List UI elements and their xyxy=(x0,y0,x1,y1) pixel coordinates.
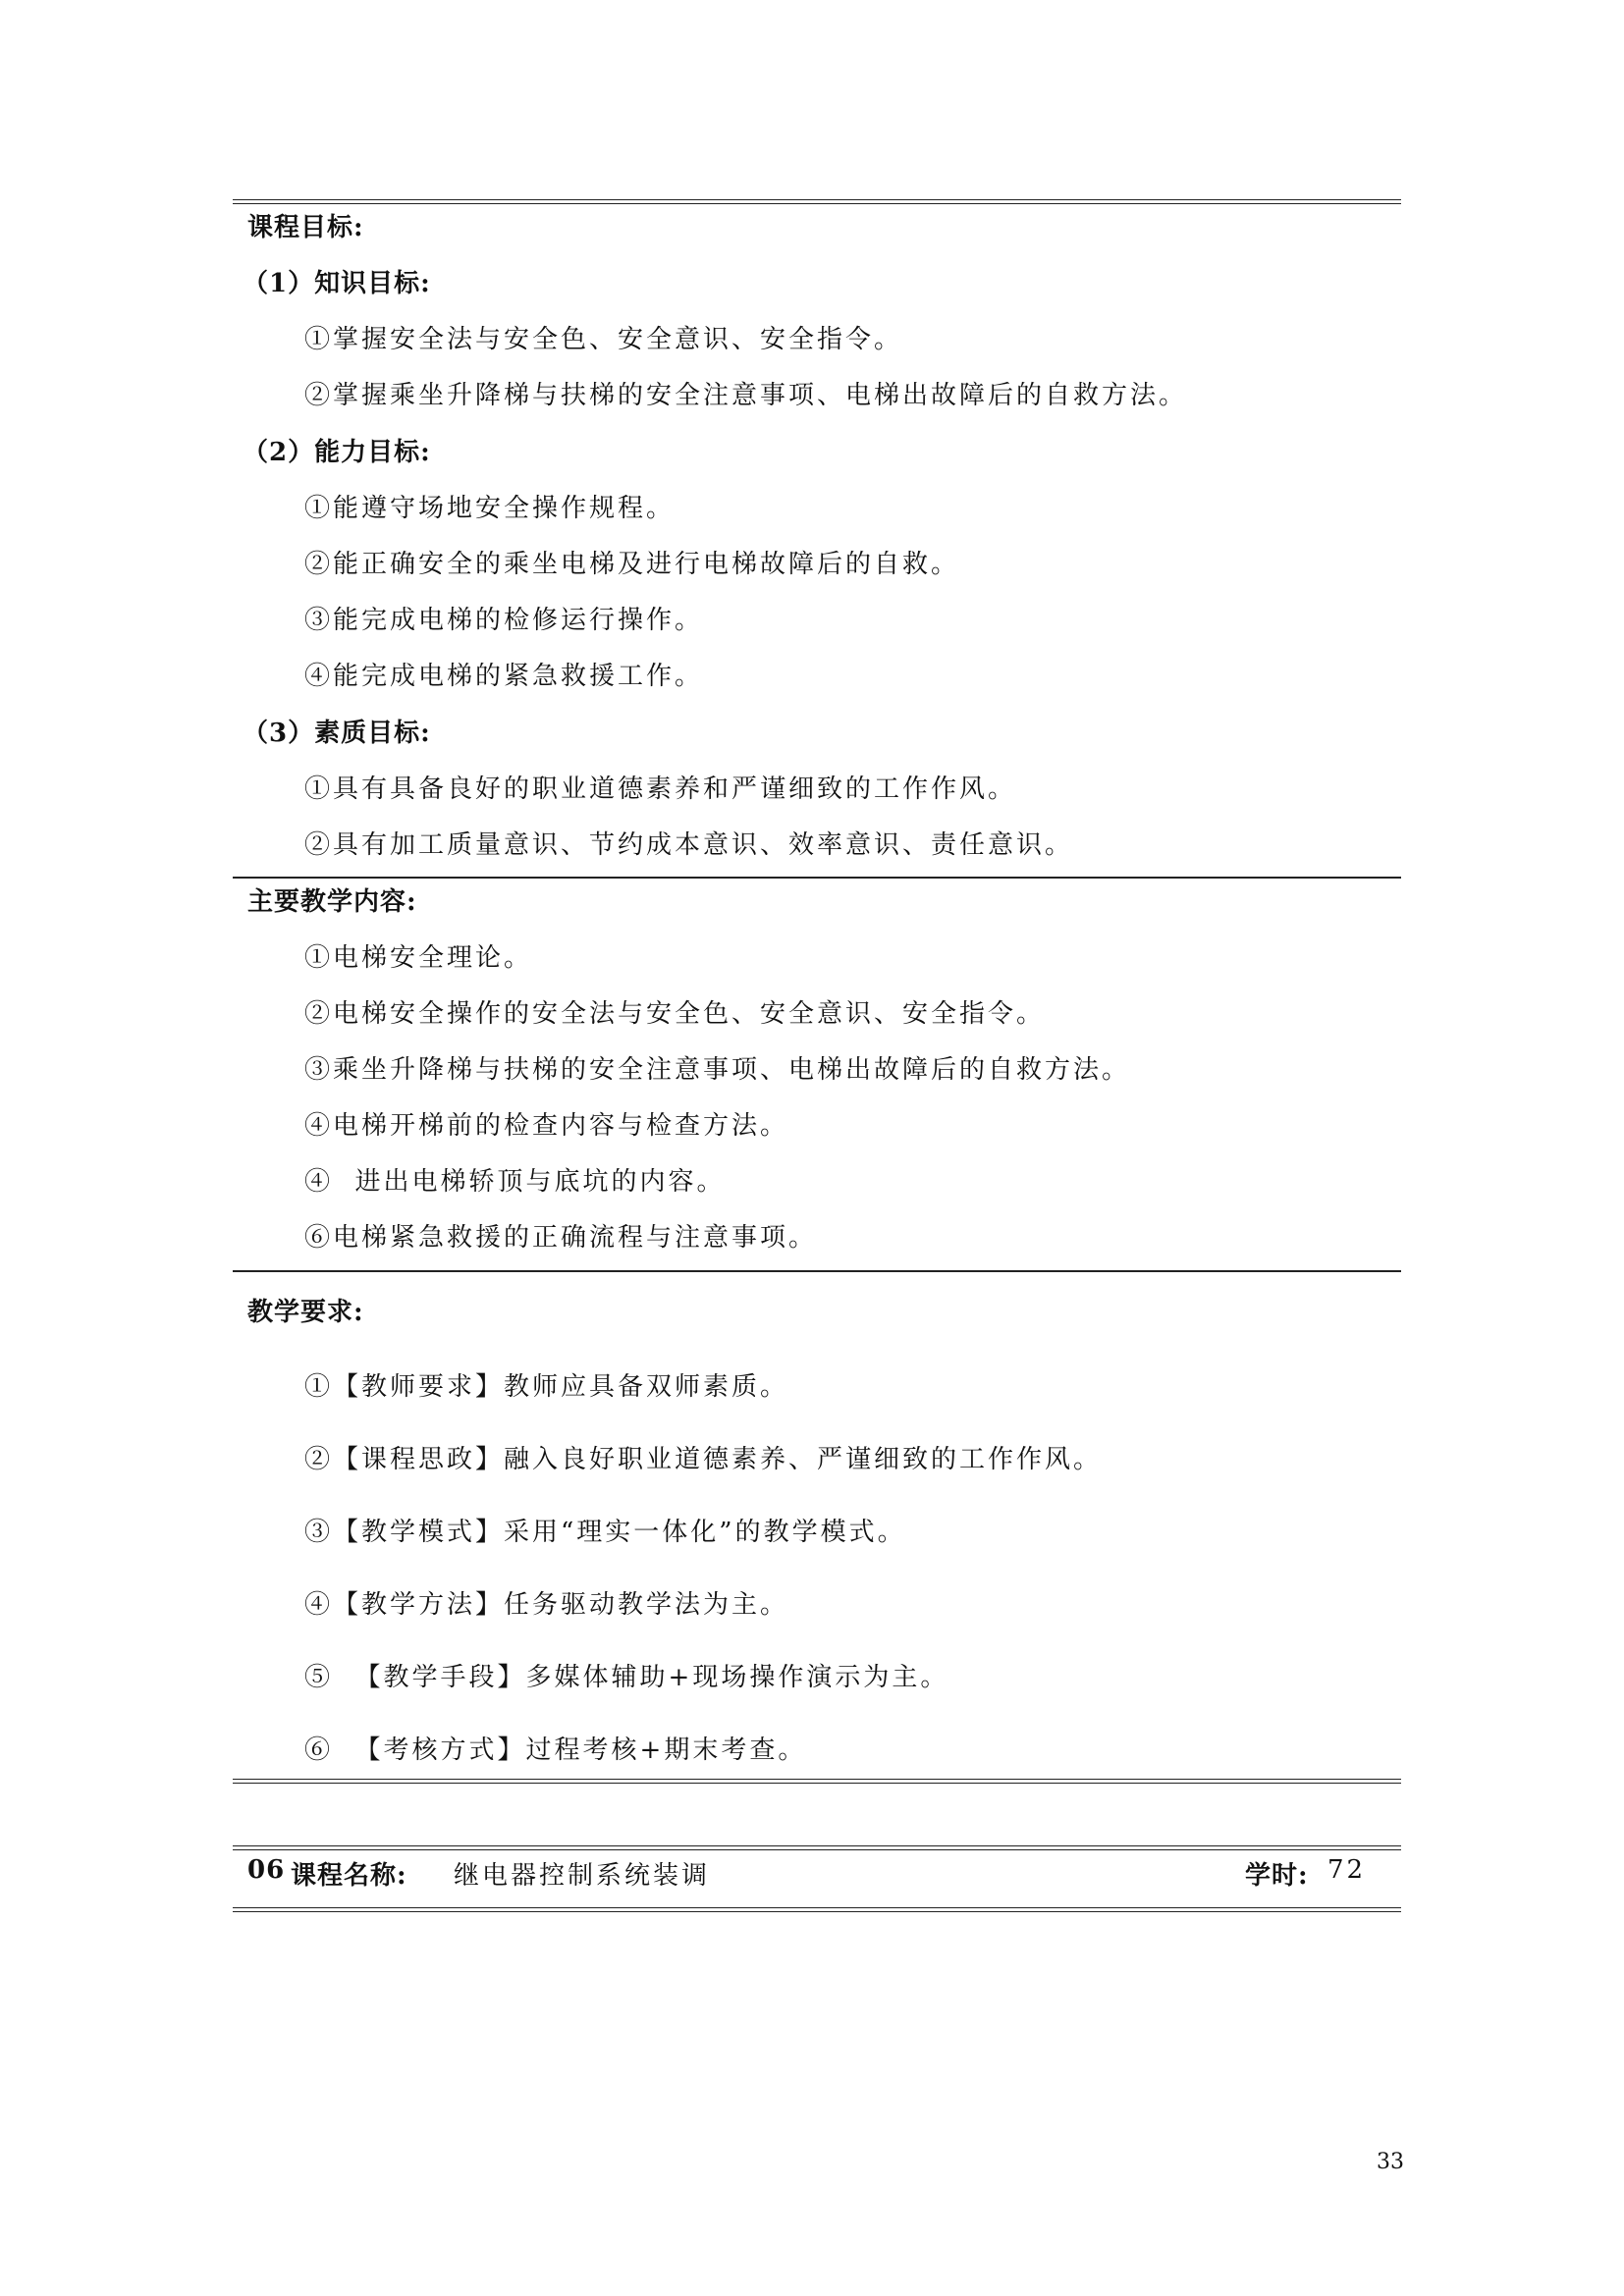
course-hours-label: 学时: xyxy=(1245,1861,1309,1891)
knowledge-goal-item: ②掌握乘坐升降梯与扶梯的安全注意事项、电梯出故障后的自救方法。 xyxy=(304,381,1188,410)
content-item: ④ 进出电梯轿顶与底坑的内容。 xyxy=(304,1167,726,1197)
page-number: 33 xyxy=(1377,2150,1404,2174)
knowledge-goals-label: （1）知识目标: xyxy=(243,269,431,298)
course-name-label: 课程名称: xyxy=(291,1861,407,1891)
quality-goal-item: ②具有加工质量意识、节约成本意识、效率意识、责任意识。 xyxy=(304,830,1074,860)
requirement-item: ⑥ 【考核方式】过程考核+期末考查。 xyxy=(304,1735,807,1765)
course-number: 06 xyxy=(247,1855,286,1885)
ability-goal-item: ①能遵守场地安全操作规程。 xyxy=(304,494,676,523)
section-divider xyxy=(233,877,1401,879)
ability-goals-label: （2）能力目标: xyxy=(243,438,431,467)
content-heading: 主要教学内容: xyxy=(247,887,417,917)
section-end-rule xyxy=(233,1779,1401,1784)
ability-goal-item: ③能完成电梯的检修运行操作。 xyxy=(304,606,704,635)
requirement-item: ④【教学方法】任务驱动教学法为主。 xyxy=(304,1590,789,1620)
content-item: ②电梯安全操作的安全法与安全色、安全意识、安全指令。 xyxy=(304,999,1046,1029)
quality-goal-item: ①具有具备良好的职业道德素养和严谨细致的工作作风。 xyxy=(304,774,1017,804)
content-item: ⑥电梯紧急救援的正确流程与注意事项。 xyxy=(304,1223,818,1253)
requirement-item: ①【教师要求】教师应具备双师素质。 xyxy=(304,1372,789,1402)
knowledge-goal-item: ①掌握安全法与安全色、安全意识、安全指令。 xyxy=(304,325,903,354)
requirement-item: ⑤ 【教学手段】多媒体辅助+现场操作演示为主。 xyxy=(304,1663,949,1692)
course-header-top-rule xyxy=(233,1845,1401,1850)
section-divider xyxy=(233,1270,1401,1272)
quality-goals-label: （3）素质目标: xyxy=(243,719,431,748)
requirement-item: ②【课程思政】融入良好职业道德素养、严谨细致的工作作风。 xyxy=(304,1445,1103,1474)
requirement-item: ③【教学模式】采用“理实一体化”的教学模式。 xyxy=(304,1518,906,1547)
goals-heading: 课程目标: xyxy=(247,213,364,242)
content-item: ①电梯安全理论。 xyxy=(304,943,533,973)
content-item: ④电梯开梯前的检查内容与检查方法。 xyxy=(304,1111,789,1141)
course-name: 继电器控制系统装调 xyxy=(454,1861,711,1891)
top-rule xyxy=(233,199,1401,204)
course-hours: 72 xyxy=(1327,1855,1367,1885)
ability-goal-item: ④能完成电梯的紧急救援工作。 xyxy=(304,662,704,691)
requirements-heading: 教学要求: xyxy=(247,1298,364,1327)
course-header-bottom-rule xyxy=(233,1907,1401,1912)
content-item: ③乘坐升降梯与扶梯的安全注意事项、电梯出故障后的自救方法。 xyxy=(304,1055,1131,1085)
ability-goal-item: ②能正确安全的乘坐电梯及进行电梯故障后的自救。 xyxy=(304,550,960,579)
